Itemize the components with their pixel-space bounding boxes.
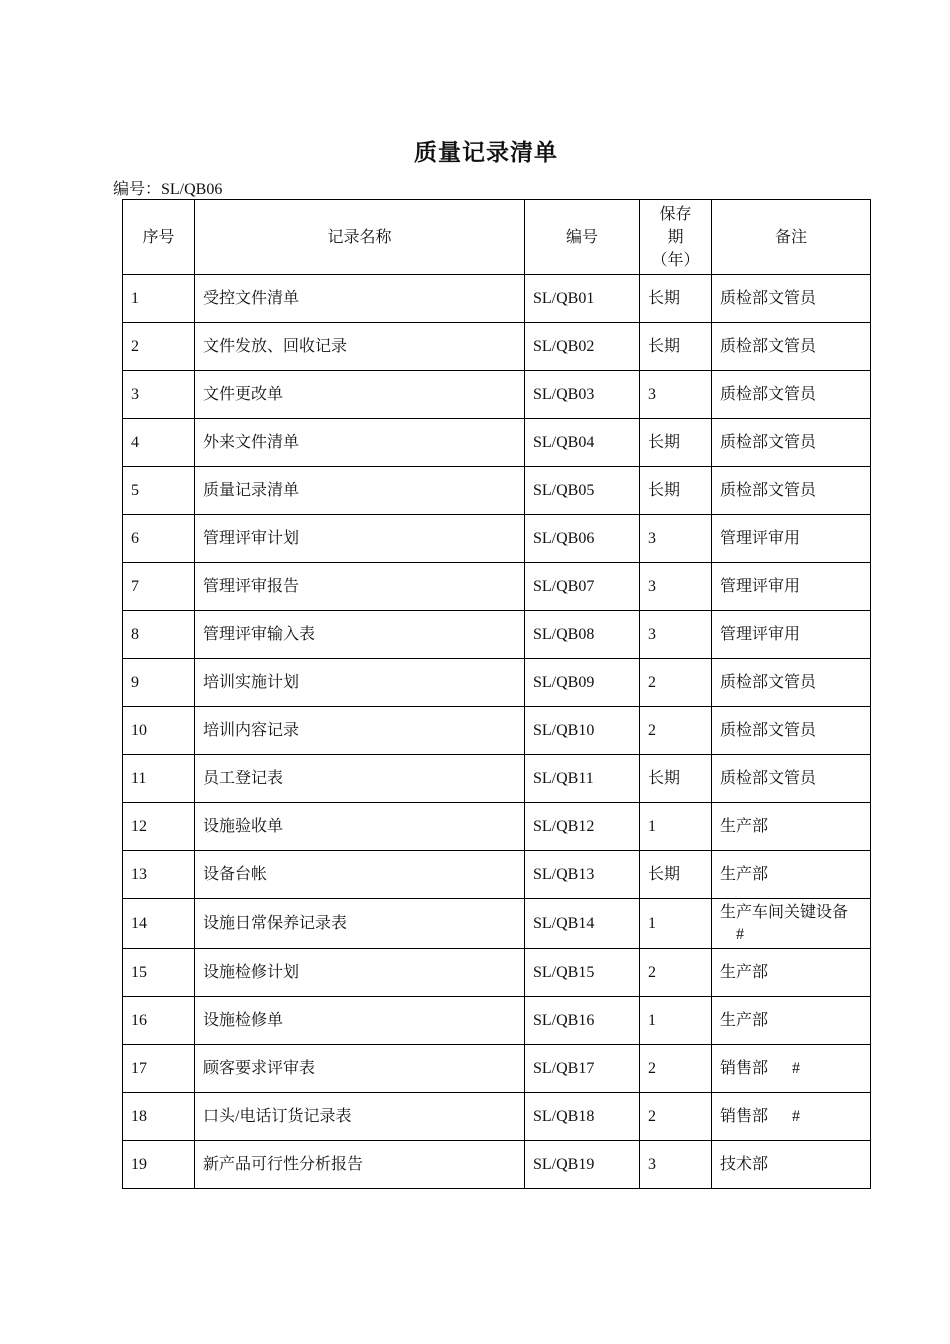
- cell-note: 生产车间关键设备 #: [712, 899, 871, 949]
- cell-record-name: 文件更改单: [195, 371, 525, 419]
- header-record-name: 记录名称: [195, 200, 525, 275]
- cell-code: SL/QB11: [525, 755, 640, 803]
- table-row: [123, 659, 871, 707]
- cell-record-name: 设施检修计划: [195, 949, 525, 997]
- table-row: [123, 611, 871, 659]
- cell-record-name: 设施日常保养记录表: [195, 899, 525, 949]
- cell-retention: 1: [640, 803, 712, 851]
- cell-code: SL/QB07: [525, 563, 640, 611]
- cell-index: 5: [123, 467, 195, 515]
- cell-note: 管理评审用: [712, 611, 871, 659]
- cell-code: SL/QB16: [525, 997, 640, 1045]
- document-code: 编号：SL/QB06: [113, 181, 223, 198]
- cell-code: SL/QB18: [525, 1093, 640, 1141]
- cell-retention: 3: [640, 1141, 712, 1189]
- cell-code: SL/QB15: [525, 949, 640, 997]
- cell-record-name: 外来文件清单: [195, 419, 525, 467]
- table-row: [123, 1093, 871, 1141]
- cell-retention: 2: [640, 1045, 712, 1093]
- cell-record-name: 设施检修单: [195, 997, 525, 1045]
- cell-code: SL/QB03: [525, 371, 640, 419]
- table-row: [123, 419, 871, 467]
- cell-code: SL/QB02: [525, 323, 640, 371]
- cell-retention: 1: [640, 997, 712, 1045]
- cell-record-name: 文件发放、回收记录: [195, 323, 525, 371]
- cell-index: 11: [123, 755, 195, 803]
- cell-note: 生产部: [712, 803, 871, 851]
- cell-retention: 长期: [640, 851, 712, 899]
- table-row: [123, 1045, 871, 1093]
- table-row: [123, 323, 871, 371]
- cell-note: 管理评审用: [712, 563, 871, 611]
- cell-retention: 长期: [640, 467, 712, 515]
- table-row: [123, 803, 871, 851]
- cell-index: 1: [123, 275, 195, 323]
- header-index: 序号: [123, 200, 195, 275]
- cell-note: 质检部文管员: [712, 707, 871, 755]
- cell-code: SL/QB19: [525, 1141, 640, 1189]
- cell-index: 4: [123, 419, 195, 467]
- cell-retention: 长期: [640, 275, 712, 323]
- cell-index: 8: [123, 611, 195, 659]
- cell-note: 质检部文管员: [712, 275, 871, 323]
- table-body: [123, 275, 871, 1189]
- cell-record-name: 新产品可行性分析报告: [195, 1141, 525, 1189]
- table-row: [123, 851, 871, 899]
- cell-index: 15: [123, 949, 195, 997]
- header-note: 备注: [712, 200, 871, 275]
- cell-note: 销售部 #: [712, 1045, 871, 1093]
- cell-index: 7: [123, 563, 195, 611]
- header-row: [123, 200, 871, 275]
- table-row: [123, 371, 871, 419]
- cell-index: 9: [123, 659, 195, 707]
- table-row: [123, 755, 871, 803]
- cell-retention: 3: [640, 515, 712, 563]
- header-code: 编号: [525, 200, 640, 275]
- cell-record-name: 员工登记表: [195, 755, 525, 803]
- cell-index: 13: [123, 851, 195, 899]
- header-retention-period: [640, 200, 712, 275]
- cell-index: 3: [123, 371, 195, 419]
- table-row: [123, 515, 871, 563]
- header-retention-line2: 期: [667, 228, 684, 246]
- table-row: [123, 899, 871, 949]
- cell-record-name: 质量记录清单: [195, 467, 525, 515]
- table-row: [123, 949, 871, 997]
- cell-retention: 长期: [640, 419, 712, 467]
- table-row: [123, 997, 871, 1045]
- cell-note: 销售部 #: [712, 1093, 871, 1141]
- cell-code: SL/QB08: [525, 611, 640, 659]
- cell-record-name: 管理评审计划: [195, 515, 525, 563]
- table-row: [123, 563, 871, 611]
- cell-code: SL/QB04: [525, 419, 640, 467]
- cell-retention: 2: [640, 659, 712, 707]
- cell-code: SL/QB10: [525, 707, 640, 755]
- cell-note: 生产部: [712, 949, 871, 997]
- table-header: [123, 200, 871, 275]
- cell-index: 19: [123, 1141, 195, 1189]
- cell-retention: 1: [640, 899, 712, 949]
- cell-retention: 3: [640, 611, 712, 659]
- cell-record-name: 培训实施计划: [195, 659, 525, 707]
- cell-index: 18: [123, 1093, 195, 1141]
- cell-index: 17: [123, 1045, 195, 1093]
- cell-record-name: 设备台帐: [195, 851, 525, 899]
- cell-index: 6: [123, 515, 195, 563]
- cell-index: 10: [123, 707, 195, 755]
- cell-code: SL/QB05: [525, 467, 640, 515]
- cell-note: 生产部: [712, 997, 871, 1045]
- cell-note: 技术部: [712, 1141, 871, 1189]
- cell-code: SL/QB17: [525, 1045, 640, 1093]
- cell-record-name: 口头/电话订货记录表: [195, 1093, 525, 1141]
- cell-note: 质检部文管员: [712, 755, 871, 803]
- cell-retention: 2: [640, 1093, 712, 1141]
- cell-code: SL/QB06: [525, 515, 640, 563]
- cell-record-name: 受控文件清单: [195, 275, 525, 323]
- cell-note: 质检部文管员: [712, 419, 871, 467]
- cell-retention: 长期: [640, 323, 712, 371]
- cell-index: 2: [123, 323, 195, 371]
- cell-note: 管理评审用: [712, 515, 871, 563]
- table-row: [123, 1141, 871, 1189]
- cell-retention: 3: [640, 563, 712, 611]
- cell-note: 质检部文管员: [712, 323, 871, 371]
- page-title: 质量记录清单: [414, 140, 558, 165]
- header-retention-line1: 保存: [659, 205, 692, 223]
- cell-note: 质检部文管员: [712, 371, 871, 419]
- cell-retention: 长期: [640, 755, 712, 803]
- cell-record-name: 设施验收单: [195, 803, 525, 851]
- cell-code: SL/QB12: [525, 803, 640, 851]
- cell-note: 质检部文管员: [712, 659, 871, 707]
- table-row: [123, 467, 871, 515]
- cell-index: 16: [123, 997, 195, 1045]
- cell-index: 12: [123, 803, 195, 851]
- cell-index: 14: [123, 899, 195, 949]
- header-retention-line3: （年）: [651, 251, 700, 269]
- cell-record-name: 顾客要求评审表: [195, 1045, 525, 1093]
- table-row: [123, 275, 871, 323]
- cell-note: 质检部文管员: [712, 467, 871, 515]
- cell-record-name: 管理评审报告: [195, 563, 525, 611]
- cell-code: SL/QB09: [525, 659, 640, 707]
- cell-retention: 3: [640, 371, 712, 419]
- cell-code: SL/QB13: [525, 851, 640, 899]
- table-row: [123, 707, 871, 755]
- cell-code: SL/QB14: [525, 899, 640, 949]
- cell-record-name: 管理评审输入表: [195, 611, 525, 659]
- cell-retention: 2: [640, 707, 712, 755]
- cell-note: 生产部: [712, 851, 871, 899]
- cell-code: SL/QB01: [525, 275, 640, 323]
- quality-records-table: [122, 199, 871, 1189]
- cell-record-name: 培训内容记录: [195, 707, 525, 755]
- cell-retention: 2: [640, 949, 712, 997]
